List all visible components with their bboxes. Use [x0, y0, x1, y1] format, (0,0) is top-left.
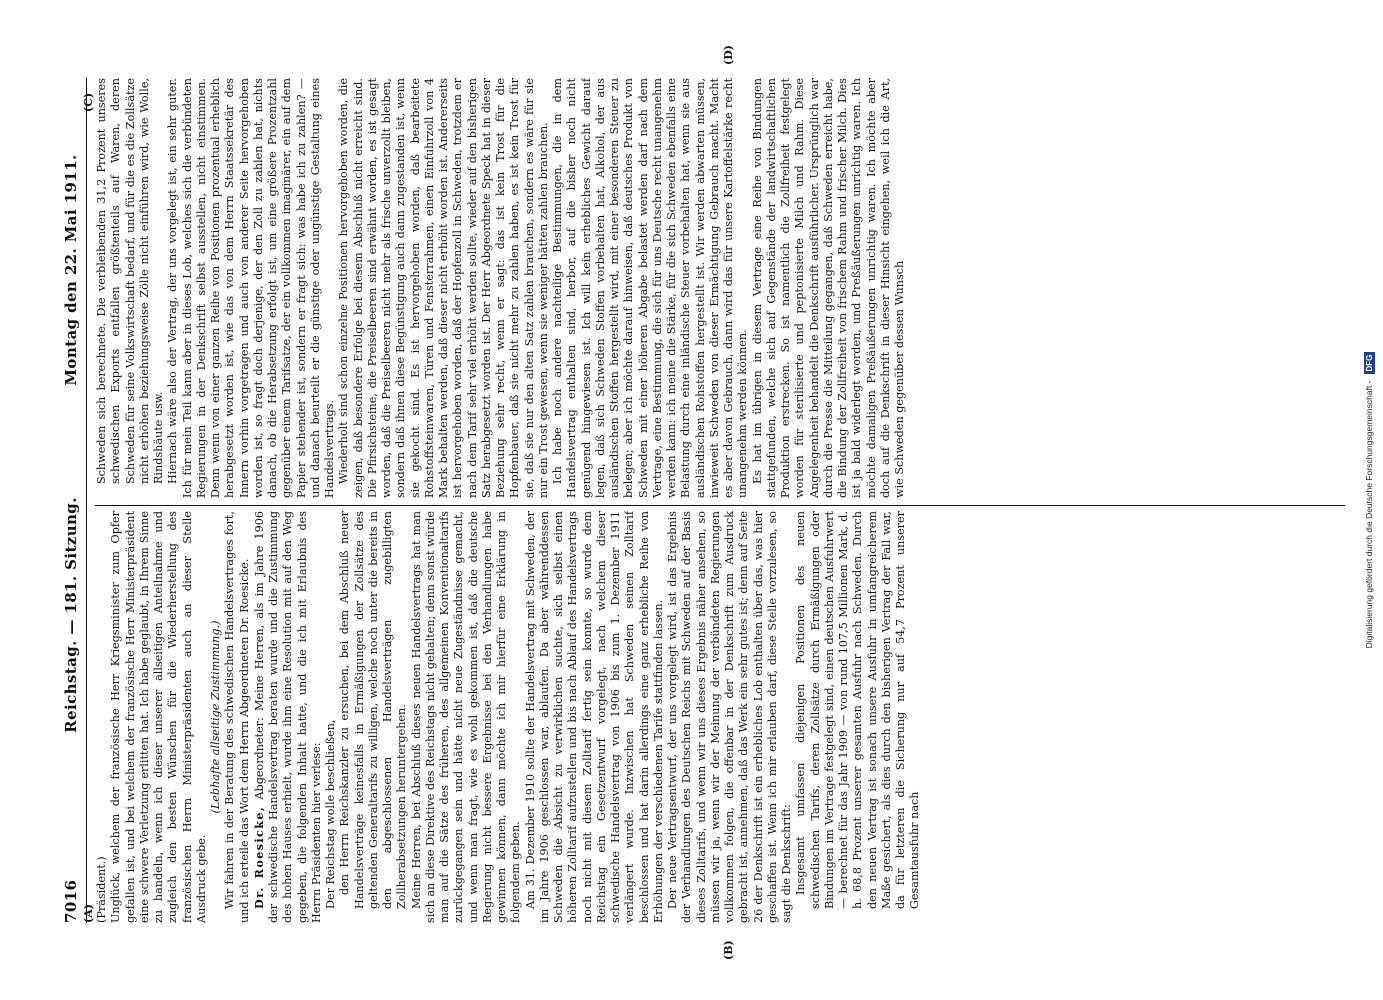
page-title: Reichstag. — 181. Sitzung.	[62, 497, 80, 733]
left-column	[95, 511, 1350, 923]
dfg-logo: DFG	[1364, 352, 1375, 375]
paragraph: Der neue Vertragsentwurf, der uns vorgelegt wird, ist das Ergebnis der Verhandlungen des Deutschen Reichs mit Schweden auf der Basis dieses Zolltarifs, und wenn wir uns dieses Ergebnis näher ansehen, so müssen wir ja, wenn wir der Meinung der verbündeten Regierungen vollkommen folgen, die offenbar in der Denkschrift zum Ausdruck gebracht ist, annehmen, daß das Werk ein sehr gutes ist; denn auf Seite 26 der Denkschrift ist ein erhebliches Lob enthalten über das, was hier geschaffen ist. Wenn ich mir erlauben darf, diese Stelle vorzulesen, so sagt die Denkschrift:	[666, 511, 793, 923]
margin-letter-d: (D)	[722, 45, 735, 65]
paragraph: Hiernach wäre also der Vertrag, der uns vorgelegt ist, ein sehr guter. Ich für mein Teil kann aber in dieses Lob, welches sich die verbündeten Regierungen in der Denkschrift selbst ausstellen, nicht einstimmen. Denn wenn von einer ganzen Reihe von Positionen prozentual erheblich herabgesetzt worden ist, wie das von dem Herrn Staatssekretär des Innern vorhin vorgetragen und auch von anderer Seite hervorgehoben worden ist, so fragt doch derjenige, der den Zoll zu zahlen hat, nichts danach, ob die Herabsetzung erfolgt ist, um eine größere Prozentzahl gegenüber einem Tarifsatze, der ein vollkommen imaginärer, ein auf dem Papier stehender ist, sondern er fragt sich: was habe ich zu zahlen? — und danach beurteilt er die günstige oder ungünstige Gestaltung eines Handelsvertrags.	[166, 78, 336, 498]
header-rule	[86, 78, 87, 923]
paragraph: Wir fahren in der Beratung des schwedischen Handelsvertrages fort, und ich erteile das Wort dem Herrn Abgeordneten Dr. Roesicke.	[223, 511, 251, 923]
interjection: (Lebhafte allseitige Zustimmung.)	[209, 620, 222, 814]
paragraph: Ich habe noch andere nachteilige Bestimmungen, die in dem Handelsvertrag enthalten sind, herbor, auf die bisher noch nicht genügend hingewiesen ist. Ich will kein erhebliches Gewicht darauf legen, daß sich Schweden Stoffen vorbehalten hat, Alkohol, der aus ausländischen Stoffen hergestellt wird, mit einer besonderen Steuer zu belegen; aber ich möchte darauf hinweisen, daß deutsches Produkt von Schweden mit einer höheren Abgabe belastet werden darf nach dem Vertrage, eine Bestimmung, die sich für uns Deutsche recht unangenehm werden kann: ich meine die Stärke, für die sich Schweden ebenfalls eine Belastung durch eine inländische Steuer vorbehalten hat, wenn sie aus ausländischen Rohstoffen hergestellt ist. Wir werden abwarten müssen, inwieweit Schweden von dieser Ermächtigung Gebrauch macht. Macht es aber davon Gebrauch, dann wird das für unsere Kartoffelstärke recht unangenehm werden können.	[551, 78, 750, 498]
margin-letter-c: (C)	[82, 92, 95, 112]
paragraph: Am 31. Dezember 1910 sollte der Handelsvertrag mit Schweden, der im Jahre 1906 geschlossen war, ablaufen. Da aber währenddessen Schweden die Absicht zu verwirklichen suchte, sich selbst einen höheren Zolltarif aufzustellen und bis nach Ablauf des Handelsvertrags noch nicht mit diesem Zolltarif fertig sein konnte, so wurde dem Reichstag ein Gesetzentwurf vorgelegt, nach welchem dieser schwedische Handelsvertrag von 1906 bis zum 1. Dezember 1911 verlängert wurde. Inzwischen hat Schweden seinen Zolltarif beschlossen und hat darin allerdings eine ganz erhebliche Reihe von Erhöhungen der verschiedenen Tarife stattfinden lassen.	[523, 511, 665, 923]
speech-start	[252, 511, 324, 923]
right-column	[95, 78, 1350, 498]
speech-text: Abgeordneter: Meine Herren, als im Jahre 1906 der schwedische Handelsvertrag beraten wurde und die Zustimmung des hohen Hauses erhielt, wurde ihm eine Resolution mit auf den Weg gegeben, die folgenden Inhalt hatte, und die ich mit Erlaubnis des Herrn Präsidenten hier verlese:	[252, 511, 323, 923]
page-date: Montag den 22. Mai 1911.	[62, 154, 80, 386]
column-divider	[95, 505, 1345, 506]
paragraph: Der Reichstag wolle beschließen,	[324, 719, 337, 909]
page-number: 7016	[62, 879, 80, 923]
paragraph: Unglück, welchem der französische Herr Kriegsminister zum Opfer gefallen ist, und bei welchem der französische Herr Ministerpräsident eine schwere Verletzung erlitten hat. Ich habe geglaubt, in Ihrem Sinne zu handeln, wenn ich dieser unserer allseitigen Anteilnahme und zugleich den besten Wünschen für die Wiederherstellung des französischen Herrn Ministerpräsidenten auch an dieser Stelle Ausdruck gebe.	[109, 511, 208, 923]
speaker-name: Dr. Roesicke,	[251, 805, 266, 909]
quoted-memorandum: Insgesamt umfassen diejenigen Positionen des neuen schwedischen Tarifs, deren Zollsätze durch Ermäßigungen oder Bindungen im Vertrage festgelegt sind, einen deutschen Ausfuhrwert — berechnet für das Jahr 1909 — von rund 107,5 Millionen Mark, d. h. 68,8 Prozent unserer gesamten Ausfuhr nach Schweden. Durch den neuen Vertrag ist sonach unsere Ausfuhr in umfangreicherem Maße gesichert, als dies durch den bisherigen Vertrag der Fall war, da für letzteren die Sicherung nur auf 54,7 Prozent unserer Gesamtausfuhr nach	[794, 511, 922, 909]
digitization-note	[1357, 0, 1381, 1000]
paragraph: Meine Herren, bei Abschluß dieses neuen Handelsvertrags hat man sich an diese Direktive des Reichstags nicht gehalten; denn sonst würde man auf die Sätze des früheren, des allgemeinen Konventionaltarifs zurückgegangen sein und hätte nicht neue Zugeständnisse gemacht, und wenn man fragt, wie es wohl gekommen ist, daß die deutsche Regierung nicht bessere Ergebnisse bei den Verhandlungen habe gewinnen können, dann möchte ich mir hierfür eine Erklärung in folgendem geben.	[409, 511, 523, 923]
quoted-memorandum-cont: Schweden sich berechnete. Die verbleibenden 31,2 Prozent unseres schwedischen Exports entfallen größtenteils auf Waren, deren Schweden für seine Volkswirtschaft bedarf, und für die es die Zollsätze nicht erhöhen beziehungsweise Zölle nicht einführen wird, wie Wolle, Rindshäute usw.	[95, 78, 165, 484]
quoted-resolution: den Herrn Reichskanzler zu ersuchen, bei dem Abschluß neuer Handelsverträge keinesfalls in Ermäßigungen der Zollsätze des geltenden Generaltarifs zu willigen, welche noch unter die bereits in den abgeschlossenen Handelsverträgen zugebilligten Zollherabsetzungen heruntergehen.	[338, 511, 409, 909]
margin-letter-b: (B)	[722, 940, 735, 960]
digitization-note-text: Digitalisierung gefördert durch die Deutsche Forschungsgemeinschaft -	[1364, 380, 1374, 649]
paragraph: Es hat im übrigen in diesem Vertrage eine Reihe von Bindungen stattgefunden, welche sich auf Gegenstände der landwirtschaftlichen Produktion erstrecken. So ist namentlich die Zollfreiheit festgelegt worden für sterilisierte und peptonisierte Milch und Rahm. Diese Angelegenheit behandelt die Denkschrift ausführlicher. Ursprünglich war durch die Presse die Mitteilung gegangen, daß Schweden erreicht habe, die Bindung der Zollfreiheit von frischem Rahm und frischer Milch. Dies ist ja bald widerlegt worden, und Preßäußerungen unrichtig waren. Ich möchte damaligen Preßäußerungen unrichtig waren. Ich möchte aber doch auf die Denkschrift in dieser Hinsicht eingehen, weil ich die Art, wie Schweden gegenüber dessen Wunsch	[750, 78, 906, 498]
paragraph: Wiederholt sind schon einzelne Positionen hervorgehoben worden, die zeigen, daß besondere Erfolge bei diesem Abschluß nicht erreicht sind. Die Pfirsichsteine, die Preiselbeeren sind erwähnt worden, es ist gesagt worden, daß die Preiselbeeren nicht mehr als frische unverzollt bleiben, sondern daß ihnen diese Begünstigung auch dann zugestanden ist, wenn sie gekocht sind. Es ist hervorgehoben worden, daß bearbeitete Rohstoffsteinwaren, Türen und Fensterrahmen, einen Einfuhrzoll von 4 Mark behalten werden, daß dieser nicht erhöht worden ist. Andererseits ist hervorgehoben worden, daß der Hopfenzoll in Schweden, trotzdem er nach dem Tarif sehr viel erhöht werden sollte, wieder auf den bisherigen Satz herabgesetzt worden ist. Der Herr Abgeordnete Speck hat in dieser Beziehung sehr recht, wenn er sagt: das ist kein Trost für die Hopfenbauer, daß sie nicht mehr zu zahlen haben, es ist kein Trost für sie, daß sie nur den alten Satz zahlen brauchen, sondern es wäre für sie nur ein Trost gewesen, wenn sie weniger hätten zahlen brauchen.	[337, 78, 550, 498]
margin-letter-a: (A)	[82, 904, 95, 923]
speaker-tag: (Präsident.)	[95, 856, 108, 923]
